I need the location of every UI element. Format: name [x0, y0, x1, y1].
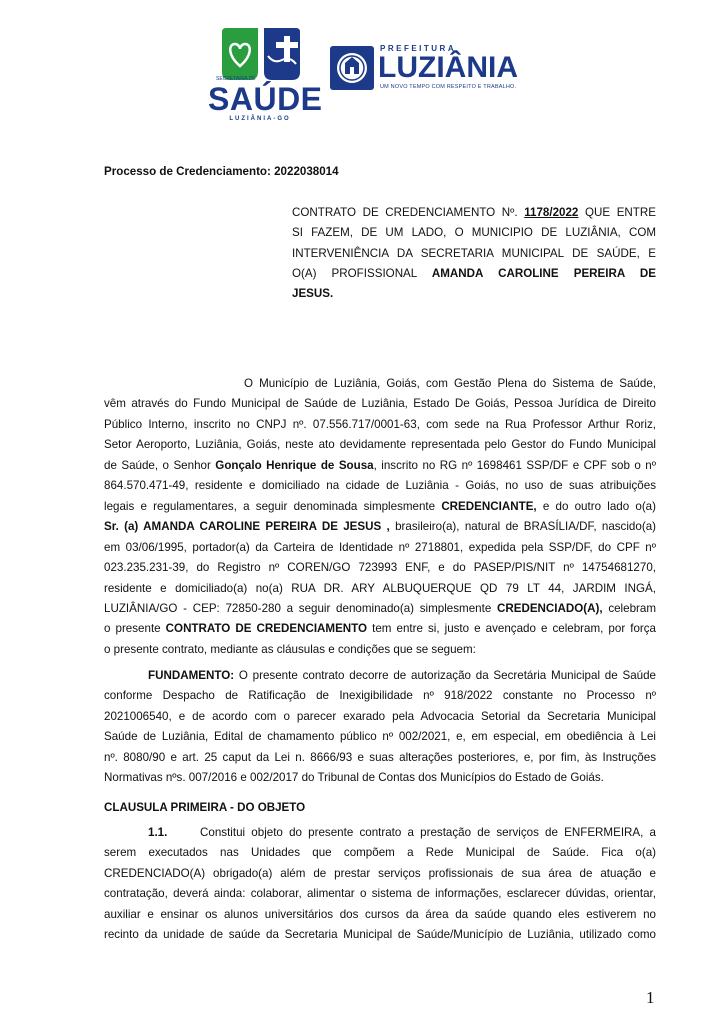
paragraph-line: serem executados nas Unidades que compõem a Rede Municipal de Saúde. Fica o(a): [104, 846, 656, 860]
paragraph-text: o presente: [104, 622, 166, 636]
gestor-name: Gonçalo Henrique de Sousa: [215, 458, 374, 472]
paragraph-line: 2021006540, e de acordo com o parecer exarado pela Advocacia Setorial da Secretaria Municipal: [104, 709, 656, 723]
paragraph-line: CREDENCIADO(A) obrigado(a) além de prestar serviços profissionais de sua área de atuação e: [104, 866, 656, 880]
intro-line: [292, 203, 656, 223]
paragraph-line: [104, 599, 656, 619]
paragraph-text: LUZIÂNIA/GO - CEP: 72850-280 a seguir denominado(a) simplesmente: [104, 601, 497, 615]
intro-line: SI FAZEM, DE UM LADO, O MUNICIPIO DE LUZIÂNIA, COM: [292, 226, 656, 240]
credenciado-name: Sr. (a) AMANDA CAROLINE PEREIRA DE JESUS ,: [104, 520, 390, 534]
paragraph-line: 864.570.471-49, residente e domiciliado na cidade de Luziânia - Goiás, no uso de suas atribuições: [104, 479, 656, 493]
intro-text: O(A) PROFISSIONAL: [292, 266, 432, 280]
processo-credenciamento: Processo de Credenciamento: 2022038014: [104, 165, 339, 178]
paragraph-line: Saúde de Luziânia, Edital de chamamento público nº 002/2021, e, em especial, em obediência à Lei: [104, 730, 656, 744]
paragraph-text: celebram: [602, 601, 656, 615]
page-number: 1: [646, 988, 655, 1007]
paragraph-line: Público Interno, inscrito no CNPJ nº. 07.556.717/0001-63, com sede na Rua Professor Arthur Roriz,: [104, 417, 656, 431]
paragraph-text: , inscrito no RG nº 1698461 SSP/DF e CPF sob o nº: [373, 458, 656, 472]
prefeitura-name: LUZIÂNIA: [378, 51, 518, 84]
intro-text: CONTRATO DE CREDENCIAMENTO Nº.: [292, 206, 525, 219]
prefeitura-tagline: UM NOVO TEMPO COM RESPEITO E TRABALHO.: [380, 84, 517, 90]
contract-number: 1178/2022: [524, 206, 579, 219]
paragraph-line: Normativas nºs. 007/2016 e 002/2017 do Tribunal de Contas dos Municípios do Estado de Goiás.: [104, 771, 604, 785]
intro-line: [292, 264, 656, 284]
paragraph-line: residente e domiciliado(a) no(a) RUA DR. ARY ALBUQUERQUE QD 79 LT 44, JARDIM INGÁ,: [104, 581, 656, 595]
professional-name: AMANDA CAROLINE PEREIRA DE: [431, 266, 657, 280]
paragraph-parties: [104, 374, 656, 660]
contract-intro: [292, 203, 656, 304]
paragraph-text: Constitui objeto do presente contrato a prestação de serviços de ENFERMEIRA, a: [200, 826, 656, 839]
saude-heart-cross-icon: [218, 26, 304, 82]
credenciante-label: CREDENCIANTE,: [441, 499, 537, 513]
paragraph-line: Setor Aeroporto, Luziânia, Goiás, neste ato devidamente representada pelo Gestor do Fundo Municipal: [104, 438, 656, 452]
paragraph-line: contratação, deverá ainda: colaborar, alimentar o sistema de informações, esclarecer dúvidas, orientar,: [104, 887, 656, 901]
intro-line: INTERVENIÊNCIA DA SECRETARIA MUNICIPAL DE SAÚDE, E: [292, 246, 656, 260]
paragraph-text: tem entre si, justo e avençado e celebram, por força: [367, 622, 656, 636]
saude-logo-word: SAÚDE: [208, 81, 323, 117]
paragraph-text: O presente contrato decorre de autorização da Secretária Municipal de Saúde: [234, 669, 656, 682]
prefeitura-label: PREFEITURA: [380, 44, 457, 53]
paragraph-line: nº. 8080/90 e art. 25 caput da Lei n. 8666/93 e suas alterações posteriores, e, por fim, às Instruções: [104, 750, 656, 764]
clause-number: 1.1.: [148, 826, 168, 839]
intro-text: QUE ENTRE: [578, 206, 656, 219]
credenciado-label: CREDENCIADO(A),: [496, 601, 603, 615]
paragraph-line: em 03/06/1995, portador(a) da Carteira de Identidade nº 2718801, expedida pela SSP/DF, do CPF nº: [104, 540, 656, 554]
clausula-body: [104, 823, 656, 946]
saude-logo-subtitle: LUZIÂNIA-GO: [229, 116, 291, 122]
paragraph-line: recinto da unidade de saúde da Secretaria Municipal de Saúde/Município de Luziânia, utilizado como: [104, 928, 656, 942]
paragraph-line: [104, 497, 656, 517]
prefeitura-luziania-logo: [330, 42, 530, 102]
paragraph-line: [104, 517, 656, 537]
paragraph-text: de Saúde, o Senhor: [104, 458, 216, 472]
paragraph-text: legais e regulamentares, a seguir denominada simplesmente: [104, 499, 442, 513]
intro-line: JESUS.: [292, 287, 334, 301]
paragraph-text: e do outro lado o(a): [536, 499, 656, 513]
paragraph-line: vêm através do Fundo Municipal de Saúde de Luziânia, Estado De Goiás, Pessoa Jurídica de Direito: [104, 397, 656, 411]
paragraph-line: [104, 619, 656, 639]
secretaria-saude-logo: [208, 26, 323, 126]
paragraph-line: o presente contrato, mediante as cláusulas e condições que se seguem:: [104, 642, 476, 656]
paragraph-line: conforme Despacho de Ratificação de Inexigibilidade nº 918/2022 constante no Processo nº: [104, 689, 656, 703]
paragraph-text: brasileiro(a), natural de BRASÍLIA/DF, nascido(a): [389, 520, 656, 534]
paragraph-fundamento: [104, 666, 656, 789]
saude-logo-small-text: SECRETARIA DE: [216, 76, 256, 82]
fundamento-label: FUNDAMENTO:: [148, 669, 235, 682]
paragraph-line: auxiliar e ensinar os alunos universitários dos cursos da área da saúde quando eles estiverem no: [104, 907, 656, 921]
paragraph-line: [104, 823, 656, 843]
paragraph-line: [104, 666, 656, 686]
paragraph-line: [104, 456, 656, 476]
contract-title-ref: CONTRATO DE CREDENCIAMENTO: [165, 622, 368, 636]
prefeitura-emblem-icon: [330, 46, 374, 90]
clausula-heading: CLAUSULA PRIMEIRA - DO OBJETO: [104, 801, 306, 814]
paragraph-line: O Município de Luziânia, Goiás, com Gestão Plena do Sistema de Saúde,: [244, 377, 656, 390]
paragraph-line: 023.235.231-39, do Registro nº COREN/GO 723993 ENF, e do PASEP/PIS/NIT nº 14754681270,: [104, 561, 656, 575]
